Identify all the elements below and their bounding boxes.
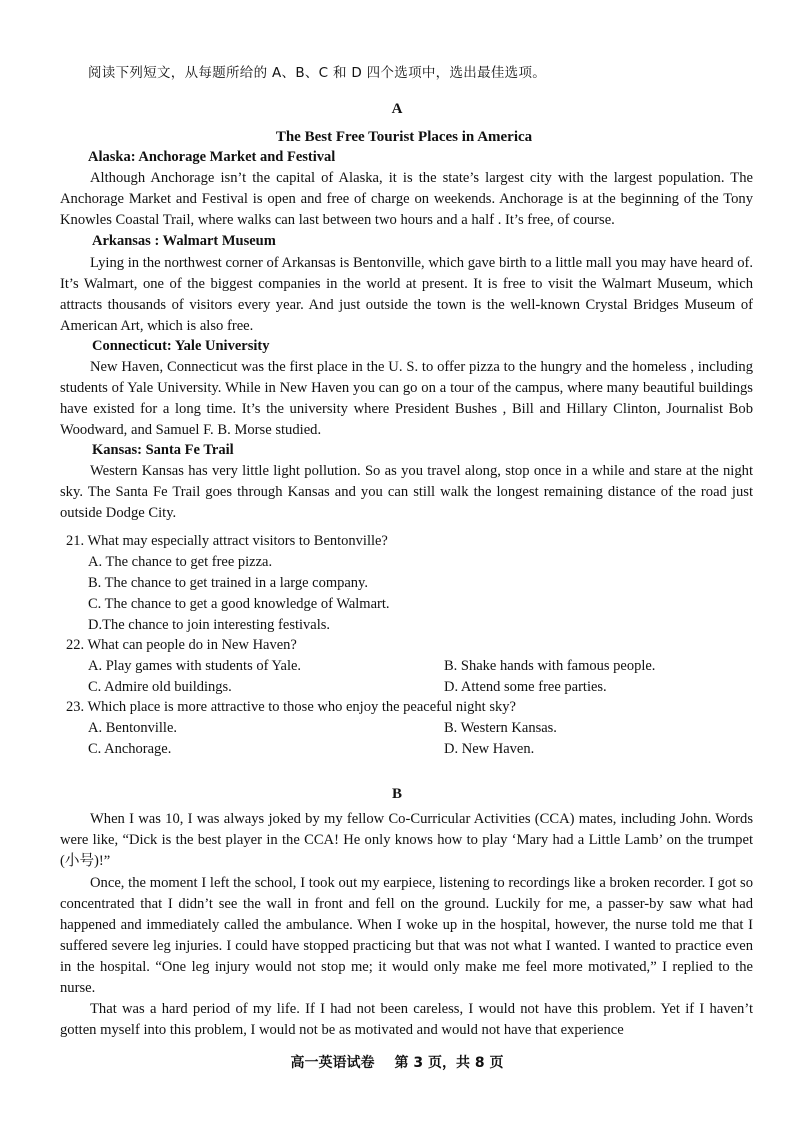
alaska-heading: Alaska: Anchorage Market and Festival bbox=[88, 149, 336, 165]
question-23-stem: 23. Which place is more attractive to those who enjoy the peaceful night sky? bbox=[66, 699, 516, 715]
section-b-label: B bbox=[391, 786, 402, 802]
question-22-option-a: A. Play games with students of Yale. bbox=[88, 658, 302, 674]
passage-b-paragraph-3: That was a hard period of my life. If I had not been careless, I would not have this problem. Yet if I haven’t gotten myself into this problem, I would not be as motivated and would not have that experience bbox=[60, 1001, 753, 1038]
section-a-label: A bbox=[391, 101, 403, 117]
question-22-option-d: D. Attend some free parties. bbox=[444, 679, 607, 695]
exam-name: 高一英语试卷 bbox=[290, 1055, 375, 1071]
alaska-paragraph: Although Anchorage isn’t the capital of Alaska, it is the state’s largest city with the largest population. The Anchorage Market and Festival is open and free of charge on weekends. Anchorage is at the beginning of the Tony Knowles Coastal Trail, where walks can last between two hours and a half . It’s free, of course. bbox=[60, 170, 753, 228]
arkansas-paragraph: Lying in the northwest corner of Arkansas is Bentonville, which gave birth to a little mall you may have heard of. It’s Walmart, one of the biggest companies in the world at present. It is free to visit the Walmart Museum, which attracts thousands of visitors every year. And just outside the town is the well-known Crystal Bridges Museum of American Art, which is also free. bbox=[60, 255, 753, 334]
question-21-option-d: D.The chance to join interesting festivals. bbox=[88, 617, 330, 633]
arkansas-heading: Arkansas : Walmart Museum bbox=[92, 233, 276, 249]
connecticut-paragraph: New Haven, Connecticut was the first place in the U. S. to offer pizza to the hungry and the homeless , including students of Yale University. While in New Haven you can go on a tour of the campus, where many beautiful buildings have existed for a long time. It’s the university where President Bushes , Bill and Hillary Clinton, Journalist Bob Woodward, and Samuel F. B. Morse studied. bbox=[60, 359, 753, 438]
question-23-option-a: A. Bentonville. bbox=[88, 720, 178, 736]
passage-a-title: The Best Free Tourist Places in America bbox=[275, 129, 533, 145]
page-footer bbox=[0, 1052, 794, 1072]
question-21-option-a: A. The chance to get free pizza. bbox=[88, 554, 273, 570]
reading-instruction: 阅读下列短文，从每题所给的 A、B、C 和 D 四个选项中，选出最佳选项。 bbox=[88, 65, 547, 81]
question-23-option-d: D. New Haven. bbox=[444, 741, 535, 757]
question-21-option-c: C. The chance to get a good knowledge of Walmart. bbox=[88, 596, 390, 612]
question-21-stem: 21. What may especially attract visitors to Bentonville? bbox=[66, 533, 388, 549]
question-22-stem: 22. What can people do in New Haven? bbox=[66, 637, 297, 653]
kansas-paragraph: Western Kansas has very little light pollution. So as you travel along, stop once in a while and stare at the night sky. The Santa Fe Trail goes through Kansas and you can still walk the longest remaining distance of the road just outside Dodge City. bbox=[60, 463, 753, 521]
page-number: 第 3 页，共 8 页 bbox=[394, 1055, 504, 1071]
connecticut-heading: Connecticut: Yale University bbox=[92, 338, 270, 354]
question-22-option-b: B. Shake hands with famous people. bbox=[444, 658, 656, 674]
kansas-heading: Kansas: Santa Fe Trail bbox=[92, 442, 234, 458]
passage-b-paragraph-1: When I was 10, I was always joked by my fellow Co-Curricular Activities (CCA) mates, including John. Words were like, “Dick is the best player in the CCA! He only knows how to play ‘Mary had a Little Lamb’ on the trumpet (小号)!” bbox=[60, 811, 753, 869]
question-22-option-c: C. Admire old buildings. bbox=[88, 679, 232, 695]
question-23-option-c: C. Anchorage. bbox=[88, 741, 172, 757]
passage-b-paragraph-2: Once, the moment I left the school, I took out my earpiece, listening to recordings like a broken recorder. I got so concentrated that I didn’t see the wall in front and fell on the ground. Luckily for me, a passer-by saw what had happened and immediately called the ambulance. When I woke up in the hospital, however, the nurse told me that I suffered severe leg injuries. I could have stopped practicing but that was not what I wanted. I wanted to practice even in the hospital. “One leg injury would not stop me; it would only make me feel more motivated,” I replied to the nurse. bbox=[60, 875, 753, 996]
question-21-option-b: B. The chance to get trained in a large company. bbox=[88, 575, 368, 591]
question-23-option-b: B. Western Kansas. bbox=[444, 720, 557, 736]
